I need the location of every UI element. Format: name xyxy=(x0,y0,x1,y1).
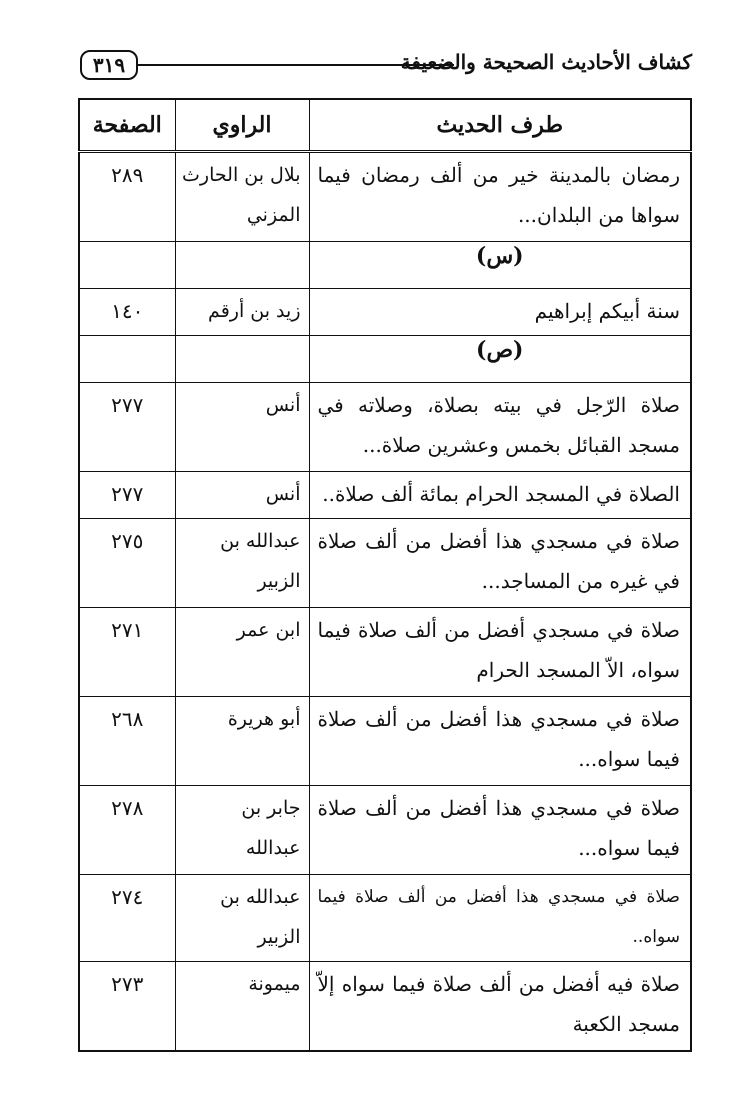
page-number: ٣١٩ xyxy=(80,50,138,80)
narrator-cell: ابن عمر xyxy=(175,608,309,697)
table-row xyxy=(79,519,691,608)
empty-cell xyxy=(175,242,309,289)
page-number-cell: ٢٧٥ xyxy=(79,519,175,608)
page-number-cell: ٢٧٣ xyxy=(79,962,175,1052)
table-header-row xyxy=(79,99,691,152)
narrator-cell: زيد بن أرقم xyxy=(175,289,309,336)
hadith-text-cell: صلاة في مسجدي أفضل من ألف صلاة فيما سواه، الاّ المسجد الحرام xyxy=(309,608,691,697)
hadith-text-cell: صلاة في مسجدي هذا أفضل من ألف صلاة فيما سواه... xyxy=(309,786,691,875)
empty-cell xyxy=(175,336,309,383)
section-letter-heading: (ص) xyxy=(309,336,691,383)
empty-cell xyxy=(79,242,175,289)
narrator-cell: بلال بن الحارث المزني xyxy=(175,152,309,242)
page-number-cell: ١٤٠ xyxy=(79,289,175,336)
page-number-cell: ٢٧٤ xyxy=(79,875,175,962)
table-row xyxy=(79,608,691,697)
hadith-text-cell: صلاة الرّجل في بيته بصلاة، وصلاته في مسجد القبائل بخمس وعشرين صلاة... xyxy=(309,383,691,472)
page-number-cell: ٢٧١ xyxy=(79,608,175,697)
table-row xyxy=(79,875,691,962)
page-number-cell: ٢٧٧ xyxy=(79,472,175,519)
page-number-cell: ٢٧٧ xyxy=(79,383,175,472)
page-number-cell: ٢٨٩ xyxy=(79,152,175,242)
narrator-cell: أبو هريرة xyxy=(175,697,309,786)
table-row xyxy=(79,962,691,1052)
hadith-text-cell: رمضان بالمدينة خير من ألف رمضان فيما سواها من البلدان... xyxy=(309,152,691,242)
page-number-cell: ٢٦٨ xyxy=(79,697,175,786)
empty-cell xyxy=(79,336,175,383)
table-row xyxy=(79,786,691,875)
column-header-page: الصفحة xyxy=(79,99,175,152)
table-row xyxy=(79,289,691,336)
running-title: كشاف الأحاديث الصحيحة والضعيفة xyxy=(400,50,692,74)
table-row xyxy=(79,152,691,242)
column-header-hadith-text: طرف الحديث xyxy=(309,99,691,152)
section-letter-heading: (س) xyxy=(309,242,691,289)
page-header xyxy=(74,48,694,88)
narrator-cell: جابر بن عبدالله xyxy=(175,786,309,875)
table-row xyxy=(79,472,691,519)
hadith-text-cell: صلاة في مسجدي هذا أفضل من ألف صلاة فيما سواه... xyxy=(309,697,691,786)
hadith-index-table xyxy=(78,98,692,1052)
section-row xyxy=(79,242,691,289)
narrator-cell: ميمونة xyxy=(175,962,309,1052)
column-header-narrator: الراوي xyxy=(175,99,309,152)
hadith-text-cell: صلاة في مسجدي هذا أفضل من ألف صلاة فيما سواه.. xyxy=(309,875,691,962)
table-row xyxy=(79,383,691,472)
hadith-text-cell: صلاة فيه أفضل من ألف صلاة فيما سواه إلاّ مسجد الكعبة xyxy=(309,962,691,1052)
narrator-cell: أنس xyxy=(175,472,309,519)
hadith-text-cell: الصلاة في المسجد الحرام بمائة ألف صلاة.. xyxy=(309,472,691,519)
narrator-cell: عبدالله بن الزبير xyxy=(175,875,309,962)
narrator-cell: أنس xyxy=(175,383,309,472)
hadith-text-cell: سنة أبيكم إبراهيم xyxy=(309,289,691,336)
narrator-cell: عبدالله بن الزبير xyxy=(175,519,309,608)
hadith-text-cell: صلاة في مسجدي هذا أفضل من ألف صلاة في غيره من المساجد... xyxy=(309,519,691,608)
table-row xyxy=(79,697,691,786)
page-number-cell: ٢٧٨ xyxy=(79,786,175,875)
section-row xyxy=(79,336,691,383)
